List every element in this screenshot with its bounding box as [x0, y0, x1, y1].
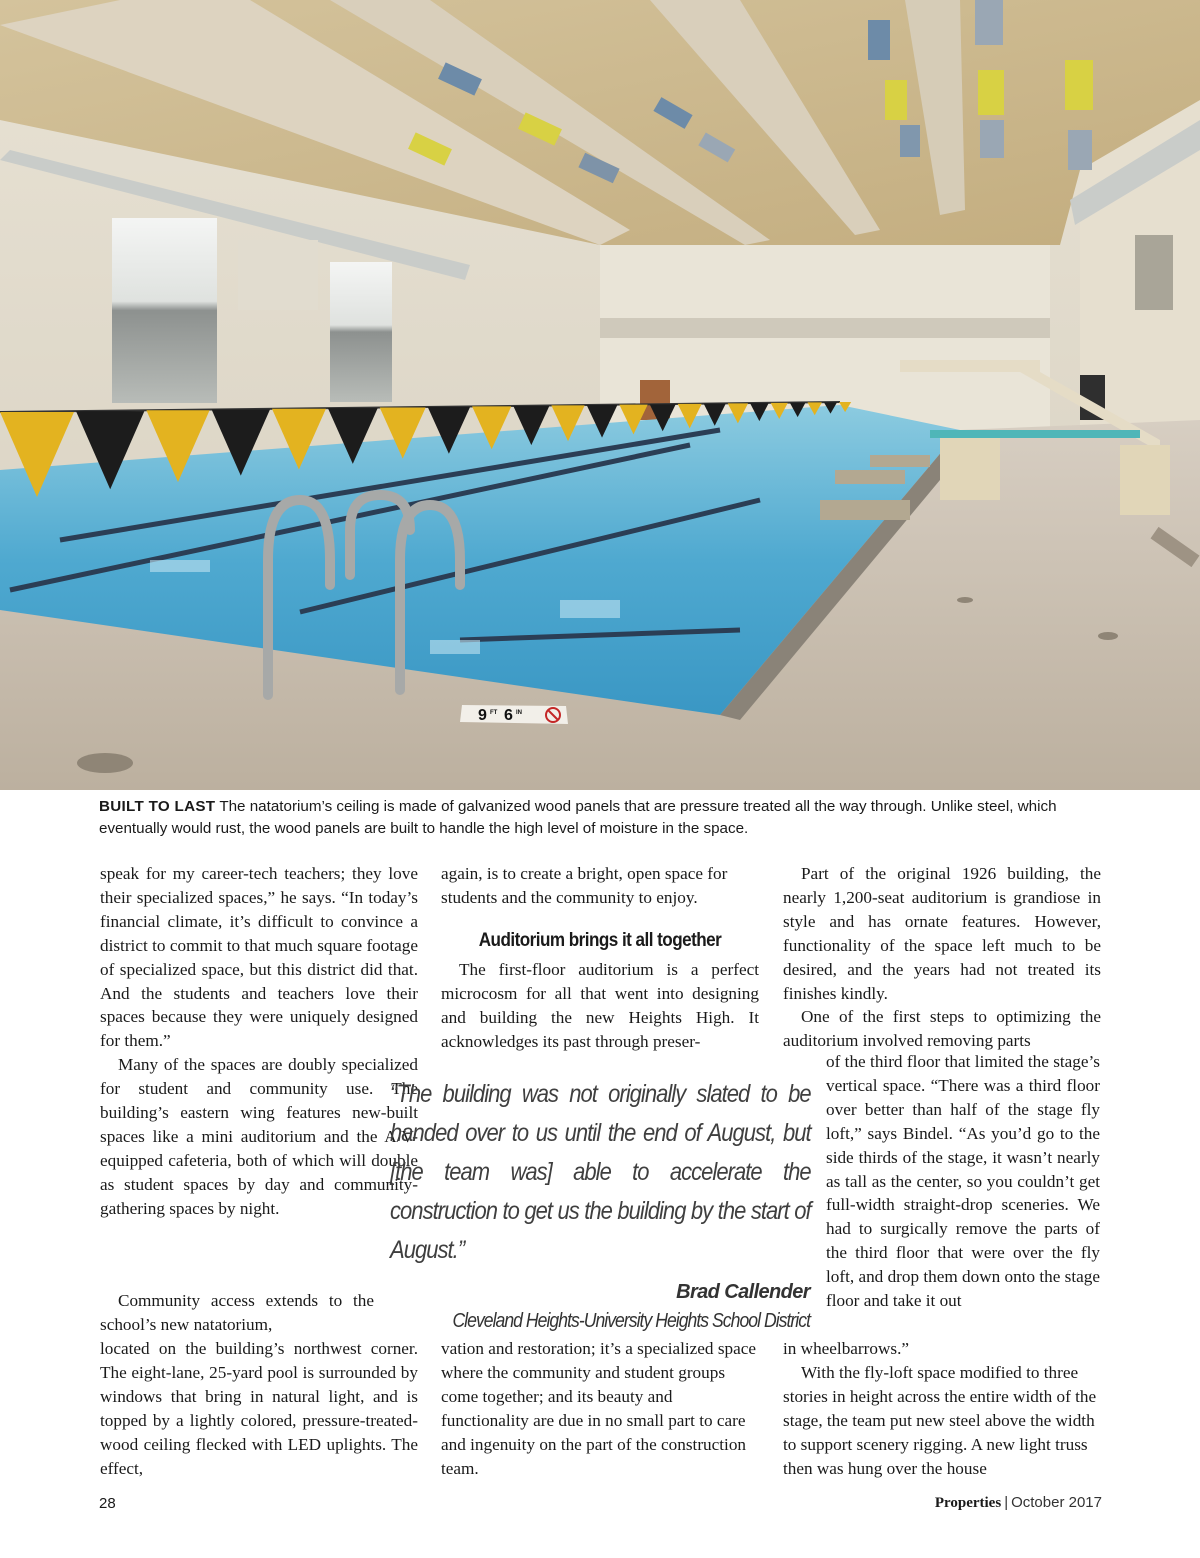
paragraph: Community access extends to the school’s new natatorium,	[100, 1291, 374, 1334]
floor-drain	[1098, 632, 1118, 640]
pull-quote	[390, 1075, 810, 1336]
pull-quote-text: “The building was not originally slated to be handed over to us until the end of August, but [the team was] able to accelerate the construction to get us the building by the start of August.”	[390, 1080, 811, 1264]
depth-in-label: IN	[516, 710, 522, 716]
footer-separator: |	[1004, 1494, 1009, 1511]
paragraph: speak for my career-tech teachers; they love their specialized spaces,” he says. “In today’s financial climate, it’s difficult to convince a district to commit to that much square footage of specialized space, but this district did that. And the students and teachers love their spaces because they were uniquely designed for them.”	[100, 864, 418, 1051]
depth-ft-label: FT	[490, 710, 498, 716]
mezzanine-rail	[600, 318, 1050, 338]
footer-publication	[935, 1494, 1102, 1512]
paragraph: vation and restoration; it’s a specialized space where the community and student groups come together; and its beauty and functionality are due in no small part to care and ingenuity on the part of the construction team.	[441, 1339, 756, 1478]
column-3-top	[783, 862, 1101, 1053]
issue-date: October 2017	[1011, 1494, 1102, 1511]
window	[330, 262, 392, 402]
paragraph: located on the building’s northwest corner. The eight-lane, 25-yard pool is surrounded by windows that bring in natural light, and is topped by a lightly colored, pressure-treated-wood ceiling flecked with LED uplights. The effect,	[100, 1339, 418, 1478]
column-1-top	[100, 862, 418, 1221]
column-2-top	[441, 862, 759, 1053]
pull-quote-attribution-name: Brad Callender	[676, 1281, 810, 1303]
page-number: 28	[99, 1495, 116, 1512]
caption-text: The natatorium’s ceiling is made of galvanized wood panels that are pressure treated all the way through. Unlike steel, which eventually would rust, the wood panels are built to handle the high level of moisture in the space.	[99, 798, 1057, 837]
magazine-name: Properties	[934, 1495, 1002, 1511]
paragraph: of the third floor that limited the stage’s vertical space. “There was a third floor over better than half of the stage fly loft,” says Bindel. “As you’d go to the side thirds of the stage, it wasn’t nearly as tall as the center, so you couldn’t get full-width straight-drop sceneries. We had to surgically remove the parts of the third floor that were over the fly loft, and drop them down onto the stage floor and take it out	[826, 1052, 1100, 1311]
column-3-wrap	[826, 1050, 1100, 1313]
column-1-bottom	[100, 1337, 418, 1480]
column-3-bottom	[783, 1337, 1101, 1480]
right-window	[1135, 235, 1173, 310]
depth-inches: 6	[504, 707, 513, 724]
paragraph: One of the first steps to optimizing the auditorium involved removing parts	[783, 1007, 1101, 1051]
paragraph: again, is to create a bright, open space for students and the community to enjoy.	[441, 864, 728, 907]
pull-quote-attribution-org: Cleveland Heights-University Heights School District	[452, 1310, 810, 1332]
paragraph: in wheelbarrows.”	[783, 1339, 909, 1358]
paragraph: Part of the original 1926 building, the nearly 1,200-seat auditorium is grandiose in style and has ornate features. However, functionality of the space left much to be desired, and the years had not treated its finishes kindly.	[783, 864, 1101, 1003]
depth-feet: 9	[478, 707, 487, 724]
paragraph: Many of the spaces are doubly specialized for student and community use. The building’s eastern wing features new-built spaces like a mini auditorium and the A/V-equipped cafeteria, both of which will double as student spaces by day and community-gathering spaces by night.	[100, 1055, 418, 1218]
column-2-bottom	[441, 1337, 759, 1480]
depth-marker	[460, 705, 568, 724]
wall-panel	[238, 240, 318, 310]
paragraph: With the fly-loft space modified to three stories in height across the entire width of the stage, the team put new steel above the width to support scenery rigging. A new light truss then was hung over the house	[783, 1362, 1097, 1478]
caption-lead: BUILT TO LAST	[99, 798, 216, 815]
section-subhead: Auditorium brings it all together	[478, 930, 722, 951]
photo-caption	[99, 796, 1109, 840]
paragraph: The first-floor auditorium is a perfect microcosm for all that went into designing and building the new Heights High. It acknowledges its past through preser-	[441, 959, 759, 1051]
floor-drain	[957, 597, 973, 603]
window	[112, 218, 217, 403]
floor-drain	[77, 753, 133, 773]
column-1-wrap	[100, 1289, 374, 1337]
